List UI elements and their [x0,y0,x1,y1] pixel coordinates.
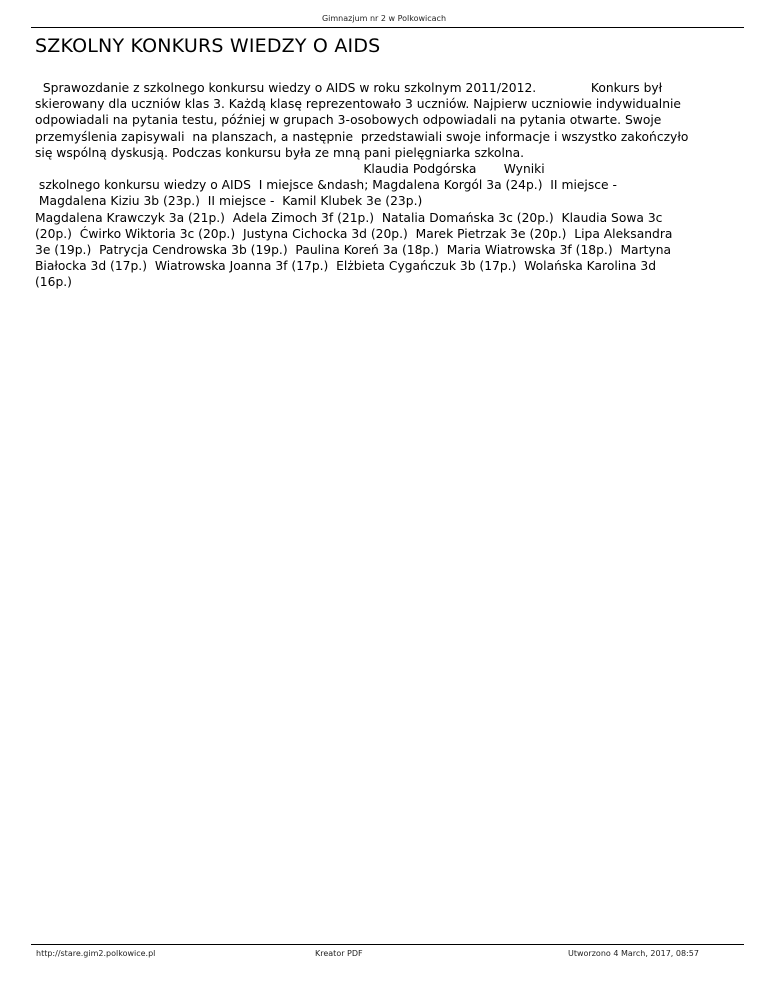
footer-generator: Kreator PDF [315,949,363,958]
footer-divider [31,944,744,945]
header-divider [31,27,744,28]
footer-created-date: Utworzono 4 March, 2017, 08:57 [568,949,699,958]
footer-url: http://stare.gim2.polkowice.pl [36,949,156,958]
page-header-school-name: Gimnazjum nr 2 w Polkowicach [321,14,447,23]
article-body: Sprawozdanie z szkolnego konkursu wiedzy o AIDS w roku szkolnym 2011/2012. Konkurs był skierowany dla uczniów klas 3. Każdą klasę reprezentowało 3 uczniów. Najpierw uczniowie indywidualnie odpowiadali na pytania testu, później w grupach 3-osobowych odpowiadali na pytania otwarte. Swoje przemyślenia zapisywali na planszach, a następnie przedstawiali swoje informacje i wszystko zakończyło się wspólną dyskusją. Podczas konkursu była ze mną pani pielęgniarka szkolna. Klaudia Podgórska Wyniki szkolnego konkursu wiedzy o AIDS I miejsce &ndash; Magdalena Korgól 3a (24p.) II miejsce - Magdalena Kiziu 3b (23p.) II miejsce - Kamil Klubek 3e (23p.) Magdalena Krawczyk 3a (21p.) Adela Zimoch 3f (21p.) Natalia Domańska 3c (20p.) Klaudia Sowa 3c (20p.) Ćwirko Wiktoria 3c (20p.) Justyna Cichocka 3d (20p.) Marek Pietrzak 3e (20p.) Lipa Aleksandra 3e (19p.) Patrycja Cendrowska 3b (19p.) Paulina Koreń 3a (18p.) Maria Wiatrowska 3f (18p.) Martyna Białocka 3d (17p.) Wiatrowska Joanna 3f (17p.) Elżbieta Cygańczuk 3b (17p.) Wolańska Karolina 3d (16p.) [35,81,689,290]
article-title: SZKOLNY KONKURS WIEDZY O AIDS [35,35,381,57]
